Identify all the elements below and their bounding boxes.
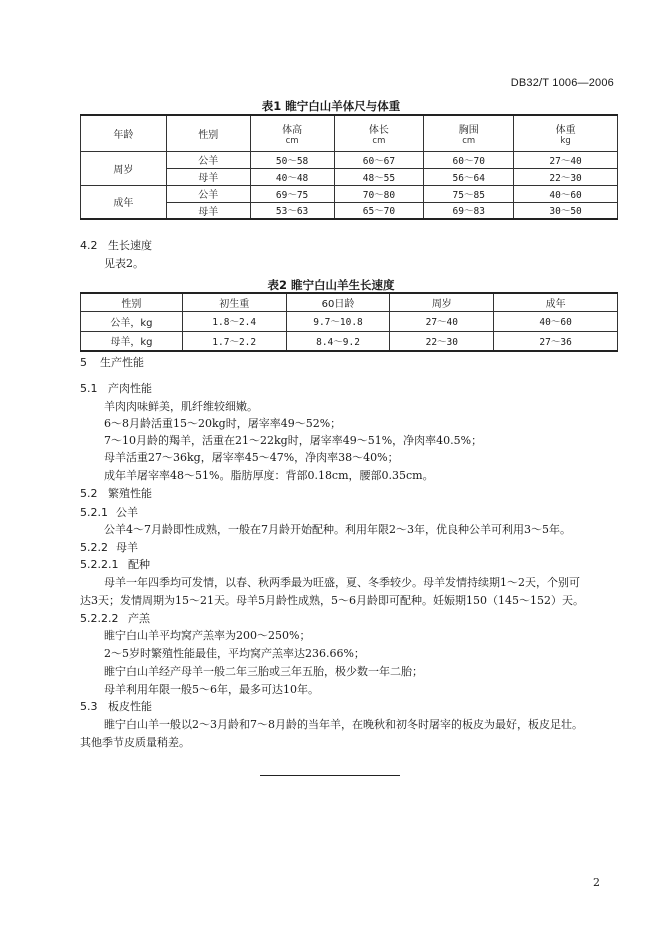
section-title: 公羊 [116, 506, 138, 519]
table1-cell: 40～60 [514, 185, 618, 202]
weight-unit: kg [560, 135, 571, 146]
length-unit: cm [372, 135, 386, 146]
table1-header-length [334, 115, 424, 151]
section-5-2-2-1-heading [80, 558, 150, 572]
paragraph-line: 其他季节皮质量稍差。 [80, 736, 190, 749]
document-code: DB32/T 1006—2006 [510, 77, 614, 89]
length-label: 体长 [368, 124, 389, 136]
section-number: 5.2.2.1 [80, 558, 119, 571]
section-number: 5.2.2.2 [80, 612, 119, 625]
section-4-2-heading [80, 239, 152, 253]
table2-header-cell: 初生重 [182, 293, 286, 311]
section-4-2-text: 见表2。 [104, 257, 144, 270]
section-5-1-heading [80, 382, 152, 396]
section-number: 5.3 [80, 700, 98, 713]
table1 [80, 114, 618, 220]
table2 [80, 292, 618, 352]
section-title: 产肉性能 [108, 382, 152, 395]
section-title: 生长速度 [108, 239, 152, 252]
table1-cell: 53～63 [250, 202, 334, 219]
table-row [81, 331, 618, 351]
height-label: 体高 [282, 124, 303, 136]
table2-cell: 27～36 [494, 331, 618, 351]
section-number: 5.2.2 [80, 541, 108, 554]
table2-cell: 27～40 [390, 311, 494, 331]
table1-header-height [250, 115, 334, 151]
table1-age-cell: 成年 [81, 185, 167, 219]
table2-cell: 40～60 [494, 311, 618, 331]
table1-sex-cell: 母羊 [166, 202, 250, 219]
table1-cell: 56～64 [424, 168, 514, 185]
end-rule [260, 775, 400, 776]
table1-header-age: 年龄 [81, 115, 167, 151]
section-5-2-heading [80, 487, 152, 501]
paragraph-line: 母羊活重27～36kg，屠宰率45～47%，净肉率38～40%； [104, 451, 399, 464]
section-number: 5.2.1 [80, 506, 108, 519]
table2-header-cell: 成年 [494, 293, 618, 311]
table-row [81, 185, 618, 202]
table1-header-weight [514, 115, 618, 151]
table2-header-cell: 性别 [81, 293, 183, 311]
paragraph-line: 母羊利用年限一般5～6年，最多可达10年。 [104, 683, 319, 696]
table1-sex-cell: 公羊 [166, 185, 250, 202]
section-number: 5.2 [80, 487, 98, 500]
section-5-3-heading [80, 700, 152, 714]
paragraph-line: 2～5岁时繁殖性能最佳，平均窝产羔率达236.66%； [104, 647, 365, 660]
table2-caption: 表2 睢宁白山羊生长速度 [267, 278, 395, 292]
table1-cell: 40～48 [250, 168, 334, 185]
table2-cell: 22～30 [390, 331, 494, 351]
paragraph-line: 睢宁白山羊平均窝产羔率为200～250%； [104, 629, 311, 642]
chest-label: 胸围 [458, 124, 479, 136]
table1-header-row [81, 115, 618, 151]
chest-unit: cm [462, 135, 476, 146]
section-title: 配种 [128, 558, 150, 571]
section-title: 产羔 [128, 612, 150, 625]
table1-cell: 70～80 [334, 185, 424, 202]
table1-header-chest [424, 115, 514, 151]
section-title: 生产性能 [100, 356, 144, 369]
table1-cell: 22～30 [514, 168, 618, 185]
table1-sex-cell: 母羊 [166, 168, 250, 185]
paragraph-line: 公羊4～7月龄即性成熟，一般在7月龄开始配种。利用年限2～3年，优良种公羊可利用3～5年。 [104, 523, 571, 536]
paragraph-line: 睢宁白山羊经产母羊一般二年三胎或三年五胎，极少数一年二胎； [104, 665, 423, 678]
table2-cell: 1.8～2.4 [182, 311, 286, 331]
paragraph-line: 睢宁白山羊一般以2～3月龄和7～8月龄的当年羊，在晚秋和初冬时屠宰的板皮为最好，板皮足壮。 [104, 718, 583, 731]
table2-cell: 1.7～2.2 [182, 331, 286, 351]
paragraph-line: 羊肉肉味鲜美，肌纤维较细嫩。 [104, 400, 258, 413]
table2-header-row [81, 293, 618, 311]
table1-cell: 48～55 [334, 168, 424, 185]
table2-header-cell: 周岁 [390, 293, 494, 311]
table1-age-cell: 周岁 [81, 151, 167, 185]
paragraph-line: 达3天；发情周期为15～21天。母羊5月龄性成熟，5～6月龄即可配种。妊娠期150（145～152）天。 [80, 594, 584, 607]
table1-sex-cell: 公羊 [166, 151, 250, 168]
table1-header-sex: 性别 [166, 115, 250, 151]
section-5-2-1-heading [80, 506, 138, 520]
table1-cell: 60～67 [334, 151, 424, 168]
paragraph-line: 成年羊屠宰率48～51%。脂肪厚度：背部0.18cm，腰部0.35cm。 [104, 469, 434, 482]
height-unit: cm [285, 135, 299, 146]
table1-cell: 75～85 [424, 185, 514, 202]
paragraph-line: 7～10月龄的羯羊，活重在21～22kg时，屠宰率49～51%，净肉率40.5%； [104, 434, 483, 447]
table1-cell: 30～50 [514, 202, 618, 219]
table1-cell: 60～70 [424, 151, 514, 168]
weight-label: 体重 [555, 124, 576, 136]
page-number: 2 [593, 876, 600, 889]
table2-cell: 8.4～9.2 [286, 331, 390, 351]
section-number: 5.1 [80, 382, 98, 395]
table-row [81, 311, 618, 331]
table1-cell: 27～40 [514, 151, 618, 168]
table1-caption: 表1 睢宁白山羊体尺与体重 [261, 99, 401, 113]
table-row [81, 151, 618, 168]
section-5-2-2-2-heading [80, 612, 150, 626]
section-title: 母羊 [116, 541, 138, 554]
section-title: 板皮性能 [108, 700, 152, 713]
table1-cell: 50～58 [250, 151, 334, 168]
paragraph-line: 6～8月龄活重15～20kg时，屠宰率49～52%； [104, 417, 342, 430]
table2-cell: 母羊，kg [81, 331, 183, 351]
section-number: 5 [80, 356, 87, 369]
section-5-heading [80, 356, 144, 370]
paragraph-line: 母羊一年四季均可发情，以春、秋两季最为旺盛，夏、冬季较少。母羊发情持续期1～2天，个别可 [104, 576, 580, 589]
section-number: 4.2 [80, 239, 98, 252]
table1-cell: 65～70 [334, 202, 424, 219]
table2-header-cell: 60日龄 [286, 293, 390, 311]
section-5-2-2-heading [80, 541, 138, 555]
table2-cell: 公羊，kg [81, 311, 183, 331]
table1-cell: 69～75 [250, 185, 334, 202]
section-title: 繁殖性能 [108, 487, 152, 500]
table1-cell: 69～83 [424, 202, 514, 219]
table2-cell: 9.7～10.8 [286, 311, 390, 331]
